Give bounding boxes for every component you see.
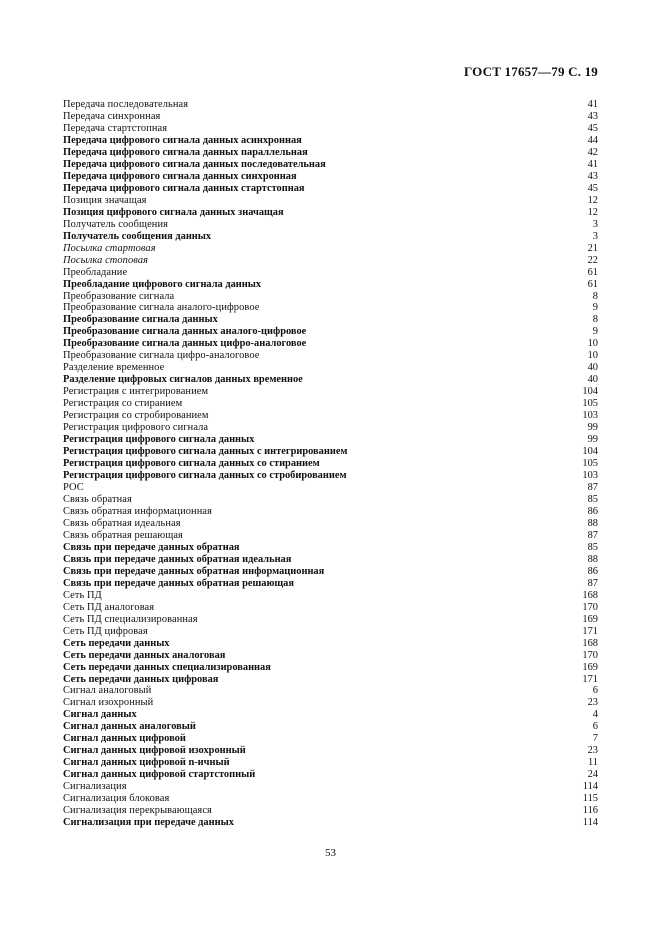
entry-term: Преобладание цифрового сигнала данных: [63, 278, 262, 290]
index-entry: [63, 566, 598, 578]
entry-term: Сигнализация перекрывающаяся: [63, 805, 212, 817]
entry-page-ref: 11: [587, 757, 598, 769]
entry-page-ref: 170: [582, 649, 598, 661]
entry-term: Преобразование сигнала аналого-цифровое: [63, 302, 260, 314]
index-entry: [63, 458, 598, 470]
index-entry: [63, 482, 598, 494]
entry-term: Сеть ПД цифровая: [63, 625, 148, 637]
entry-term: Получатель сообщения: [63, 218, 168, 230]
entry-term: Регистрация цифрового сигнала данных с интегрированием: [63, 446, 348, 458]
index-entry: [63, 183, 598, 195]
entry-page-ref: 168: [582, 589, 598, 601]
index-entry: [63, 326, 598, 338]
entry-term: Сигнал данных: [63, 709, 137, 721]
index-entry: [63, 674, 598, 686]
index-entry: [63, 243, 598, 255]
entry-page-ref: 9: [592, 326, 598, 338]
entry-page-ref: 8: [592, 290, 598, 302]
entry-page-ref: 171: [582, 673, 598, 685]
entry-term: Преобразование сигнала: [63, 290, 175, 302]
entry-term: Связь обратная идеальная: [63, 517, 181, 529]
entry-term: Связь обратная: [63, 493, 132, 505]
page-number: 53: [325, 847, 336, 859]
entry-term: Связь при передаче данных обратная: [63, 541, 240, 553]
entry-term: Регистрация цифрового сигнала данных со стробированием: [63, 470, 347, 482]
index-entry: [63, 446, 598, 458]
index-entry: [63, 111, 598, 123]
entry-page-ref: 6: [592, 685, 598, 697]
index-entry: [63, 171, 598, 183]
entry-term: Сигнал данных цифровой n-ичный: [63, 757, 230, 769]
index-entry: [63, 386, 598, 398]
entry-page-ref: 45: [587, 122, 598, 134]
entry-page-ref: 12: [587, 194, 598, 206]
entry-page-ref: 115: [582, 793, 598, 805]
index-entry: [63, 650, 598, 662]
index-entry: [63, 793, 598, 805]
entry-page-ref: 114: [582, 781, 598, 793]
entry-page-ref: 99: [587, 434, 598, 446]
entry-term: Посылка стоповая: [63, 254, 149, 266]
index-entry: [63, 638, 598, 650]
entry-page-ref: 12: [587, 206, 598, 218]
index-entry: [63, 434, 598, 446]
entry-term: Разделение временное: [63, 362, 165, 374]
entry-page-ref: 7: [592, 733, 598, 745]
page-header: ГОСТ 17657—79 С. 19: [464, 64, 598, 79]
entry-page-ref: 40: [587, 374, 598, 386]
entry-term: Сигнализация при передаче данных: [63, 817, 234, 829]
entry-term: Связь обратная информационная: [63, 505, 212, 517]
entry-term: Сигнал изохронный: [63, 697, 154, 709]
entry-page-ref: 23: [587, 745, 598, 757]
index-entry: [63, 410, 598, 422]
index-entry: [63, 255, 598, 267]
entry-term: Преобладание: [63, 266, 128, 278]
entry-term: Преобразование сигнала данных аналого-цифровое: [63, 326, 307, 338]
entry-page-ref: 88: [587, 553, 598, 565]
entry-page-ref: 8: [592, 314, 598, 326]
index-entry: [63, 135, 598, 147]
index-entry: [63, 721, 598, 733]
entry-term: Сеть передачи данных цифровая: [63, 673, 219, 685]
entry-page-ref: 169: [582, 661, 598, 673]
index-entry: [63, 314, 598, 326]
index-entry: [63, 697, 598, 709]
entry-page-ref: 85: [587, 541, 598, 553]
entry-term: Получатель сообщения данных: [63, 230, 212, 242]
index-entry: [63, 709, 598, 721]
index-entry: [63, 219, 598, 231]
index-entry: [63, 267, 598, 279]
entry-page-ref: 10: [587, 350, 598, 362]
index-entry: [63, 542, 598, 554]
entry-page-ref: 169: [582, 613, 598, 625]
entry-page-ref: 41: [587, 99, 598, 110]
entry-term: Регистрация со стиранием: [63, 398, 183, 410]
entry-page-ref: 103: [582, 470, 598, 482]
entry-page-ref: 24: [587, 769, 598, 781]
index-entry: [63, 147, 598, 159]
entry-page-ref: 22: [587, 254, 598, 266]
entry-page-ref: 103: [582, 410, 598, 422]
index-entry: [63, 398, 598, 410]
index-entry: [63, 685, 598, 697]
index-entry: [63, 781, 598, 793]
index-entry: [63, 374, 598, 386]
entry-term: Передача стартстопная: [63, 122, 168, 134]
entry-term: Сеть ПД: [63, 589, 102, 601]
entry-term: Преобразование сигнала цифро-аналоговое: [63, 350, 260, 362]
entry-page-ref: 42: [587, 146, 598, 158]
entry-term: Позиция значащая: [63, 194, 147, 206]
entry-page-ref: 99: [587, 422, 598, 434]
entry-page-ref: 170: [582, 601, 598, 613]
entry-page-ref: 61: [587, 278, 598, 290]
entry-term: Сеть передачи данных аналоговая: [63, 649, 226, 661]
entry-page-ref: 10: [587, 338, 598, 350]
index-entry: [63, 494, 598, 506]
entry-term: Сеть ПД специализированная: [63, 613, 198, 625]
index-entry: [63, 590, 598, 602]
entry-term: Сеть передачи данных: [63, 637, 170, 649]
entry-page-ref: 86: [587, 505, 598, 517]
entry-page-ref: 116: [582, 805, 598, 817]
index-entry: [63, 554, 598, 566]
entry-term: Регистрация цифрового сигнала: [63, 422, 209, 434]
entry-page-ref: 114: [582, 817, 598, 829]
entry-page-ref: 43: [587, 170, 598, 182]
entry-term: Передача последовательная: [63, 99, 189, 110]
entry-term: Сигнализация блоковая: [63, 793, 170, 805]
index-entry: [63, 626, 598, 638]
index-entry: [63, 195, 598, 207]
index-entry: [63, 470, 598, 482]
index-entry: [63, 518, 598, 530]
entry-page-ref: 88: [587, 517, 598, 529]
index-entry: [63, 817, 598, 829]
entry-page-ref: 87: [587, 577, 598, 589]
entry-page-ref: 105: [582, 398, 598, 410]
index-entry: [63, 338, 598, 350]
entry-page-ref: 171: [582, 625, 598, 637]
entry-page-ref: 105: [582, 458, 598, 470]
entry-page-ref: 21: [587, 242, 598, 254]
entry-term: Передача цифрового сигнала данных последовательная: [63, 158, 326, 170]
index-entry: [63, 530, 598, 542]
index-entry: [63, 362, 598, 374]
index-entry: [63, 614, 598, 626]
index-entry: [63, 159, 598, 171]
index-entry: [63, 350, 598, 362]
entry-page-ref: 41: [587, 158, 598, 170]
index-entry: [63, 231, 598, 243]
index-entry: [63, 279, 598, 291]
entry-term: Сеть ПД аналоговая: [63, 601, 155, 613]
index-entry: [63, 123, 598, 135]
entry-term: Передача синхронная: [63, 110, 161, 122]
index-entry: [63, 578, 598, 590]
entry-term: Сеть передачи данных специализированная: [63, 661, 271, 673]
entry-term: Связь при передаче данных обратная идеальная: [63, 553, 292, 565]
entry-page-ref: 9: [592, 302, 598, 314]
entry-term: Регистрация с интегрированием: [63, 386, 209, 398]
entry-term: Преобразование сигнала данных цифро-аналоговое: [63, 338, 307, 350]
entry-term: Сигнал аналоговый: [63, 685, 152, 697]
entry-term: Сигнал данных цифровой стартстопный: [63, 769, 256, 781]
entry-term: Сигнализация: [63, 781, 127, 793]
index-entry: [63, 302, 598, 314]
index-entry: [63, 769, 598, 781]
entry-term: Сигнал данных цифровой изохронный: [63, 745, 246, 757]
entry-term: Связь обратная решающая: [63, 529, 183, 541]
entry-page-ref: 104: [582, 386, 598, 398]
entry-page-ref: 3: [592, 218, 598, 230]
entry-page-ref: 87: [587, 529, 598, 541]
entry-page-ref: 45: [587, 182, 598, 194]
index-entry: [63, 805, 598, 817]
entry-page-ref: 168: [582, 637, 598, 649]
entry-term: Связь при передаче данных обратная информационная: [63, 565, 325, 577]
entry-page-ref: 61: [587, 266, 598, 278]
index-entry: [63, 745, 598, 757]
entry-term: Связь при передаче данных обратная решающая: [63, 577, 294, 589]
entry-page-ref: 87: [587, 482, 598, 493]
index-entry: [63, 757, 598, 769]
index-entry: [63, 291, 598, 303]
entry-term: Позиция цифрового сигнала данных значащая: [63, 206, 284, 218]
entry-term: Сигнал данных аналоговый: [63, 721, 196, 733]
entry-term: Разделение цифровых сигналов данных временное: [63, 374, 303, 386]
index-entry: [63, 602, 598, 614]
index-entry: [63, 506, 598, 518]
entry-page-ref: 4: [592, 709, 598, 721]
entry-term: Сигнал данных цифровой: [63, 733, 186, 745]
entry-term: Передача цифрового сигнала данных стартстопная: [63, 182, 305, 194]
entry-term: Регистрация со стробированием: [63, 410, 209, 422]
entry-page-ref: 6: [592, 721, 598, 733]
entry-page-ref: 43: [587, 110, 598, 122]
entry-page-ref: 44: [587, 134, 598, 146]
entry-term: РОС: [63, 482, 84, 493]
entry-page-ref: 23: [587, 697, 598, 709]
entry-term: Регистрация цифрового сигнала данных: [63, 434, 255, 446]
entry-term: Передача цифрового сигнала данных синхронная: [63, 170, 297, 182]
entry-term: Передача цифрового сигнала данных параллельная: [63, 146, 308, 158]
index-entry: [63, 733, 598, 745]
entry-page-ref: 40: [587, 362, 598, 374]
index-entry: [63, 99, 598, 111]
entry-page-ref: 3: [592, 230, 598, 242]
index-entry: [63, 422, 598, 434]
entry-page-ref: 104: [582, 446, 598, 458]
entry-term: Посылка стартовая: [63, 242, 156, 254]
entry-term: Передача цифрового сигнала данных асинхронная: [63, 134, 302, 146]
entry-page-ref: 85: [587, 493, 598, 505]
index-entry: [63, 207, 598, 219]
entry-term: Регистрация цифрового сигнала данных со стиранием: [63, 458, 320, 470]
index-entry: [63, 662, 598, 674]
entry-term: Преобразование сигнала данных: [63, 314, 218, 326]
entry-page-ref: 86: [587, 565, 598, 577]
term-index: [63, 99, 598, 829]
